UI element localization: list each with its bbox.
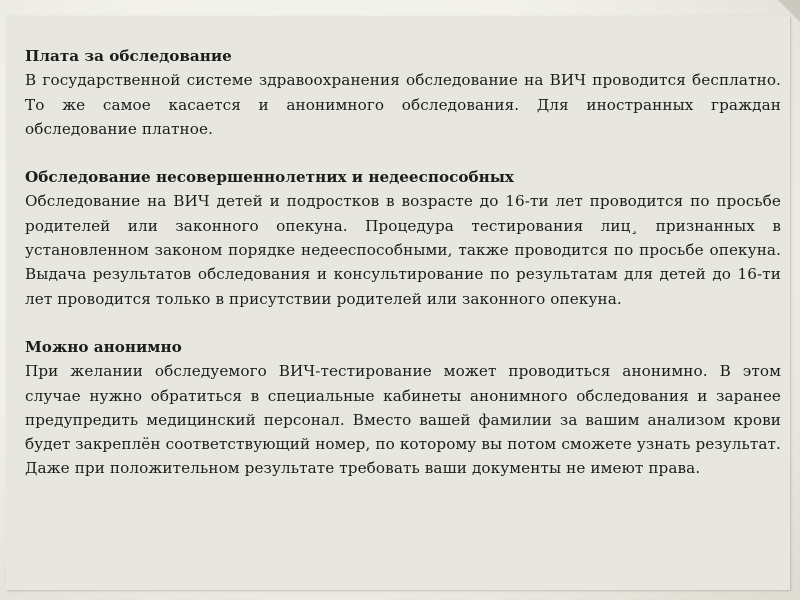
- section-paragraph: Обследование на ВИЧ детей и подростков в возрасте до 16-ти лет проводится по просьбе родителей или законного опекуна. Процедура тестирования лиц¸ признанных в установленном законом порядке недееспособными, также проводится по просьбе опекуна. Выдача результатов обследования и консультирование по результатам для детей до 16-ти лет проводится только в присутствии родителей или законного опекуна.: [25, 192, 781, 308]
- section-heading: Можно анонимно: [25, 337, 182, 356]
- section-minors: [25, 165, 781, 311]
- section-anonymous: [25, 335, 781, 481]
- section-heading: Плата за обследование: [25, 47, 232, 65]
- section-paragraph: При желании обследуемого ВИЧ-тестирование может проводиться анонимно. В этом случае нужно обратиться в специальные кабинеты анонимного обследования и заранее предупредить медицинский персонал. Вместо вашей фамилии за вашим анализом крови будет закреплён соответствующий номер, по которому вы потом сможете узнать результат. Даже при положительном результате требовать ваши документы не имеют права.: [25, 362, 781, 478]
- slide-content: [25, 44, 781, 505]
- section-heading: Обследование несовершеннолетних и недееспособных: [25, 168, 514, 187]
- section-paragraph: В государственной системе здравоохранения обследование на ВИЧ проводится бесплатно. То же самое касается и анонимного обследования. Для иностранных граждан обследование платное.: [25, 71, 781, 138]
- slide-panel: [6, 16, 790, 590]
- section-payment: [25, 44, 781, 141]
